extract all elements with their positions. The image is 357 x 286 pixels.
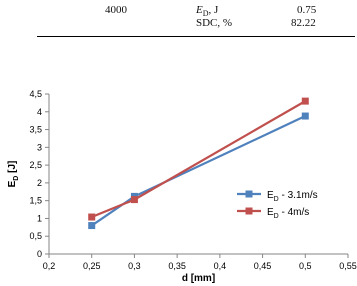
- x-tick-labels: [43, 261, 357, 271]
- y-tick-labels: [29, 89, 42, 259]
- x-tick-label: 0,25: [82, 261, 101, 271]
- data-point-series-2: [302, 98, 309, 105]
- table-cell-temperature: 4000: [105, 4, 127, 16]
- x-tick-label: 0,55: [339, 261, 357, 271]
- x-tick-label: 0,45: [253, 261, 272, 271]
- data-point-series-1: [302, 113, 309, 120]
- y-tick-label: 4,5: [29, 89, 42, 99]
- energy-symbol: E: [196, 4, 203, 16]
- y-tick-label: 3: [36, 142, 42, 153]
- energy-subscript: D: [202, 9, 209, 19]
- x-tick-label: 0,3: [128, 261, 141, 271]
- y-tick-label: 0,5: [29, 231, 42, 242]
- table-cell-sdc-label: SDC, %: [196, 17, 233, 29]
- chart-legend: [237, 190, 318, 220]
- y-axis-label: $E_D$ [J]: [7, 160, 20, 188]
- y-tick-label: 2,5: [29, 160, 42, 171]
- y-tick-label: 1,5: [29, 195, 42, 206]
- data-point-series-2: [88, 214, 95, 221]
- energy-unit: , J: [208, 4, 219, 16]
- energy-dissipation-chart: [0, 84, 357, 286]
- x-axis-label: d [mm]: [181, 273, 216, 284]
- legend-label-2: $E_D - 4m/s$: [267, 207, 310, 220]
- x-tick-label: 0,2: [42, 261, 56, 271]
- series-lines: [88, 98, 309, 229]
- y-tick-label: 1: [36, 213, 42, 224]
- x-tick-label: 0,35: [168, 261, 186, 271]
- y-tick-label: 4: [36, 106, 42, 117]
- data-point-series-2: [131, 196, 138, 203]
- table-cell-energy-value: 0.75: [297, 4, 317, 16]
- y-tick-label: 2: [36, 177, 42, 188]
- legend-label-1: $E_D - 3.1m/s$: [267, 190, 318, 203]
- data-table-fragment: [0, 0, 357, 40]
- data-point-series-1: [88, 222, 95, 229]
- table-cell-sdc-value: 82.22: [291, 17, 316, 29]
- x-tick-label: 0,5: [299, 261, 312, 271]
- table-bottom-rule: [37, 36, 355, 37]
- y-tick-label: 3,5: [29, 124, 42, 135]
- y-tick-label: 0: [36, 249, 42, 259]
- legend-marker-2: [246, 208, 253, 215]
- x-tick-label: 0,4: [213, 261, 227, 271]
- legend-marker-1: [246, 191, 253, 198]
